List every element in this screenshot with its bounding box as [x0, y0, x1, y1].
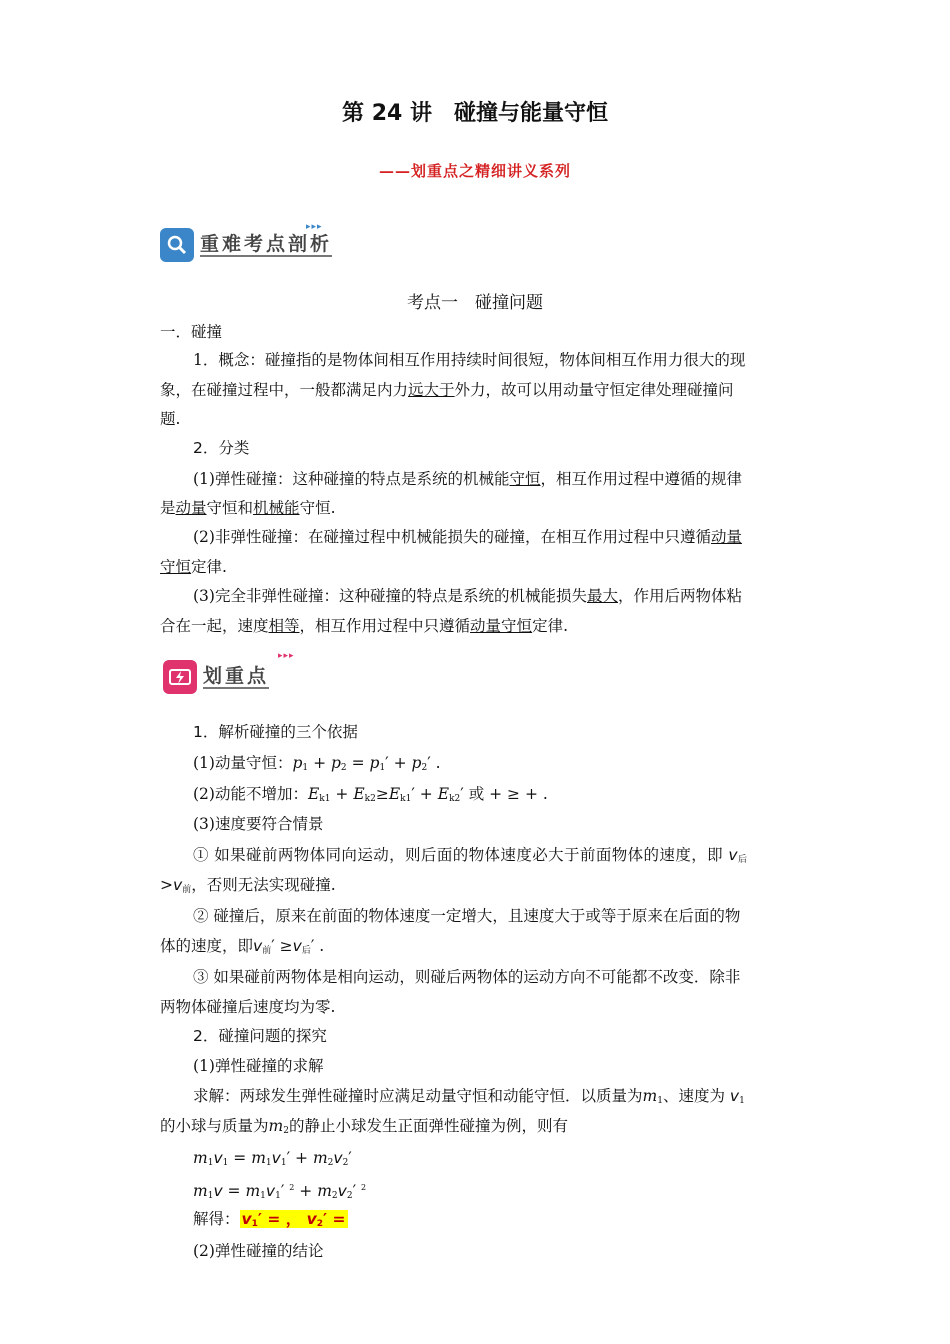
arrow-decoration-icon: ▸▸▸ — [278, 651, 295, 661]
solution-text: 求解：两球发生弹性碰撞时应满足动量守恒和动能守恒．以质量为$m_1$、速度为 $v_1$ — [193, 1087, 745, 1106]
bolt-icon — [163, 660, 197, 694]
perfect-inelastic-line: (3)完全非弹性碰撞：这种碰撞的特点是系统的机械能损失最大，作用后两物体粘 — [193, 587, 742, 605]
highlight-badge — [163, 660, 269, 694]
basis-heading: 1．解析碰撞的三个依据 — [193, 723, 358, 741]
elastic-line: (1)弹性碰撞：这种碰撞的特点是系统的机械能守恒，相互作用过程中遵循的规律 — [193, 470, 742, 488]
heading-collision: 一．碰撞 — [160, 323, 223, 341]
momentum-equation: $m_1v_1 = m_1v_1' + m_2v_2'$ — [193, 1149, 352, 1168]
series-subtitle: ——划重点之精细讲义系列 — [378, 162, 571, 180]
same-direction-line: $>v_前$，否则无法实现碰撞. — [160, 876, 336, 895]
magnifier-icon — [160, 228, 194, 262]
elastic-conclusion-heading: (2)弹性碰撞的结论 — [193, 1242, 324, 1260]
elastic-line: 是动量守恒和机械能守恒. — [160, 499, 336, 517]
inelastic-line: 守恒定律. — [160, 558, 227, 576]
elastic-solution-heading: (1)弹性碰撞的求解 — [193, 1057, 324, 1075]
momentum-conservation-line: (1)动量守恒：$p_1 + p_2 = p_1' + p_2'$ . — [193, 754, 441, 773]
badge-label: 重难考点剖析 — [200, 233, 333, 255]
after-collision-line: 体的速度，即$v_前' \ge v_后'$ . — [160, 937, 325, 956]
arrow-decoration-icon: ▸▸▸ — [306, 222, 323, 232]
inelastic-line: (2)非弹性碰撞：在碰撞过程中机械能损失的碰撞，在相互作用过程中只遵循动量 — [193, 528, 742, 546]
opposite-direction-line: ③ 如果碰前两物体是相向运动，则碰后两物体的运动方向不可能都不改变．除非 — [193, 968, 741, 986]
key-points-badge — [160, 228, 332, 262]
classification-heading: 2．分类 — [193, 439, 250, 457]
result-line: 解得： $v_1'$ = ， $v_2'$ = — [193, 1210, 346, 1229]
badge-label: 划重点 — [203, 665, 270, 687]
page-title: 第 24 讲 碰撞与能量守恒 — [342, 101, 608, 126]
concept-line: 1．概念：碰撞指的是物体间相互作用持续时间很短，物体间相互作用力很大的现 — [193, 351, 746, 369]
section-heading: 考点一 碰撞问题 — [407, 293, 543, 313]
same-direction-line: ① 如果碰前两物体同向运动，则后面的物体速度必大于前面物体的速度，即 $v_后$ — [193, 846, 748, 865]
after-collision-line: ② 碰撞后，原来在前面的物体速度一定增大，且速度大于或等于原来在后面的物 — [193, 907, 741, 925]
kinetic-energy-line: (2)动能不增加：$E_{k1} + E_{k2}\ge E_{k1}' + E_{k2}'$ 或 + ≥ + . — [193, 785, 548, 804]
energy-equation: $m_1v = m_1v_1'$ $^2 + m_2v_2'$ $^2$ — [193, 1182, 367, 1201]
perfect-inelastic-line: 合在一起，速度相等，相互作用过程中只遵循动量守恒定律. — [160, 617, 568, 635]
concept-line: 象，在碰撞过程中，一般都满足内力远大于外力，故可以用动量守恒定律处理碰撞问 — [160, 381, 734, 399]
opposite-direction-line: 两物体碰撞后速度均为零. — [160, 998, 336, 1016]
concept-line: 题. — [160, 410, 181, 428]
exploration-heading: 2．碰撞问题的探究 — [193, 1027, 327, 1045]
solution-text: 的小球与质量为$m_2$的静止小球发生正面弹性碰撞为例，则有 — [160, 1117, 568, 1136]
velocity-heading: (3)速度要符合情景 — [193, 815, 324, 833]
